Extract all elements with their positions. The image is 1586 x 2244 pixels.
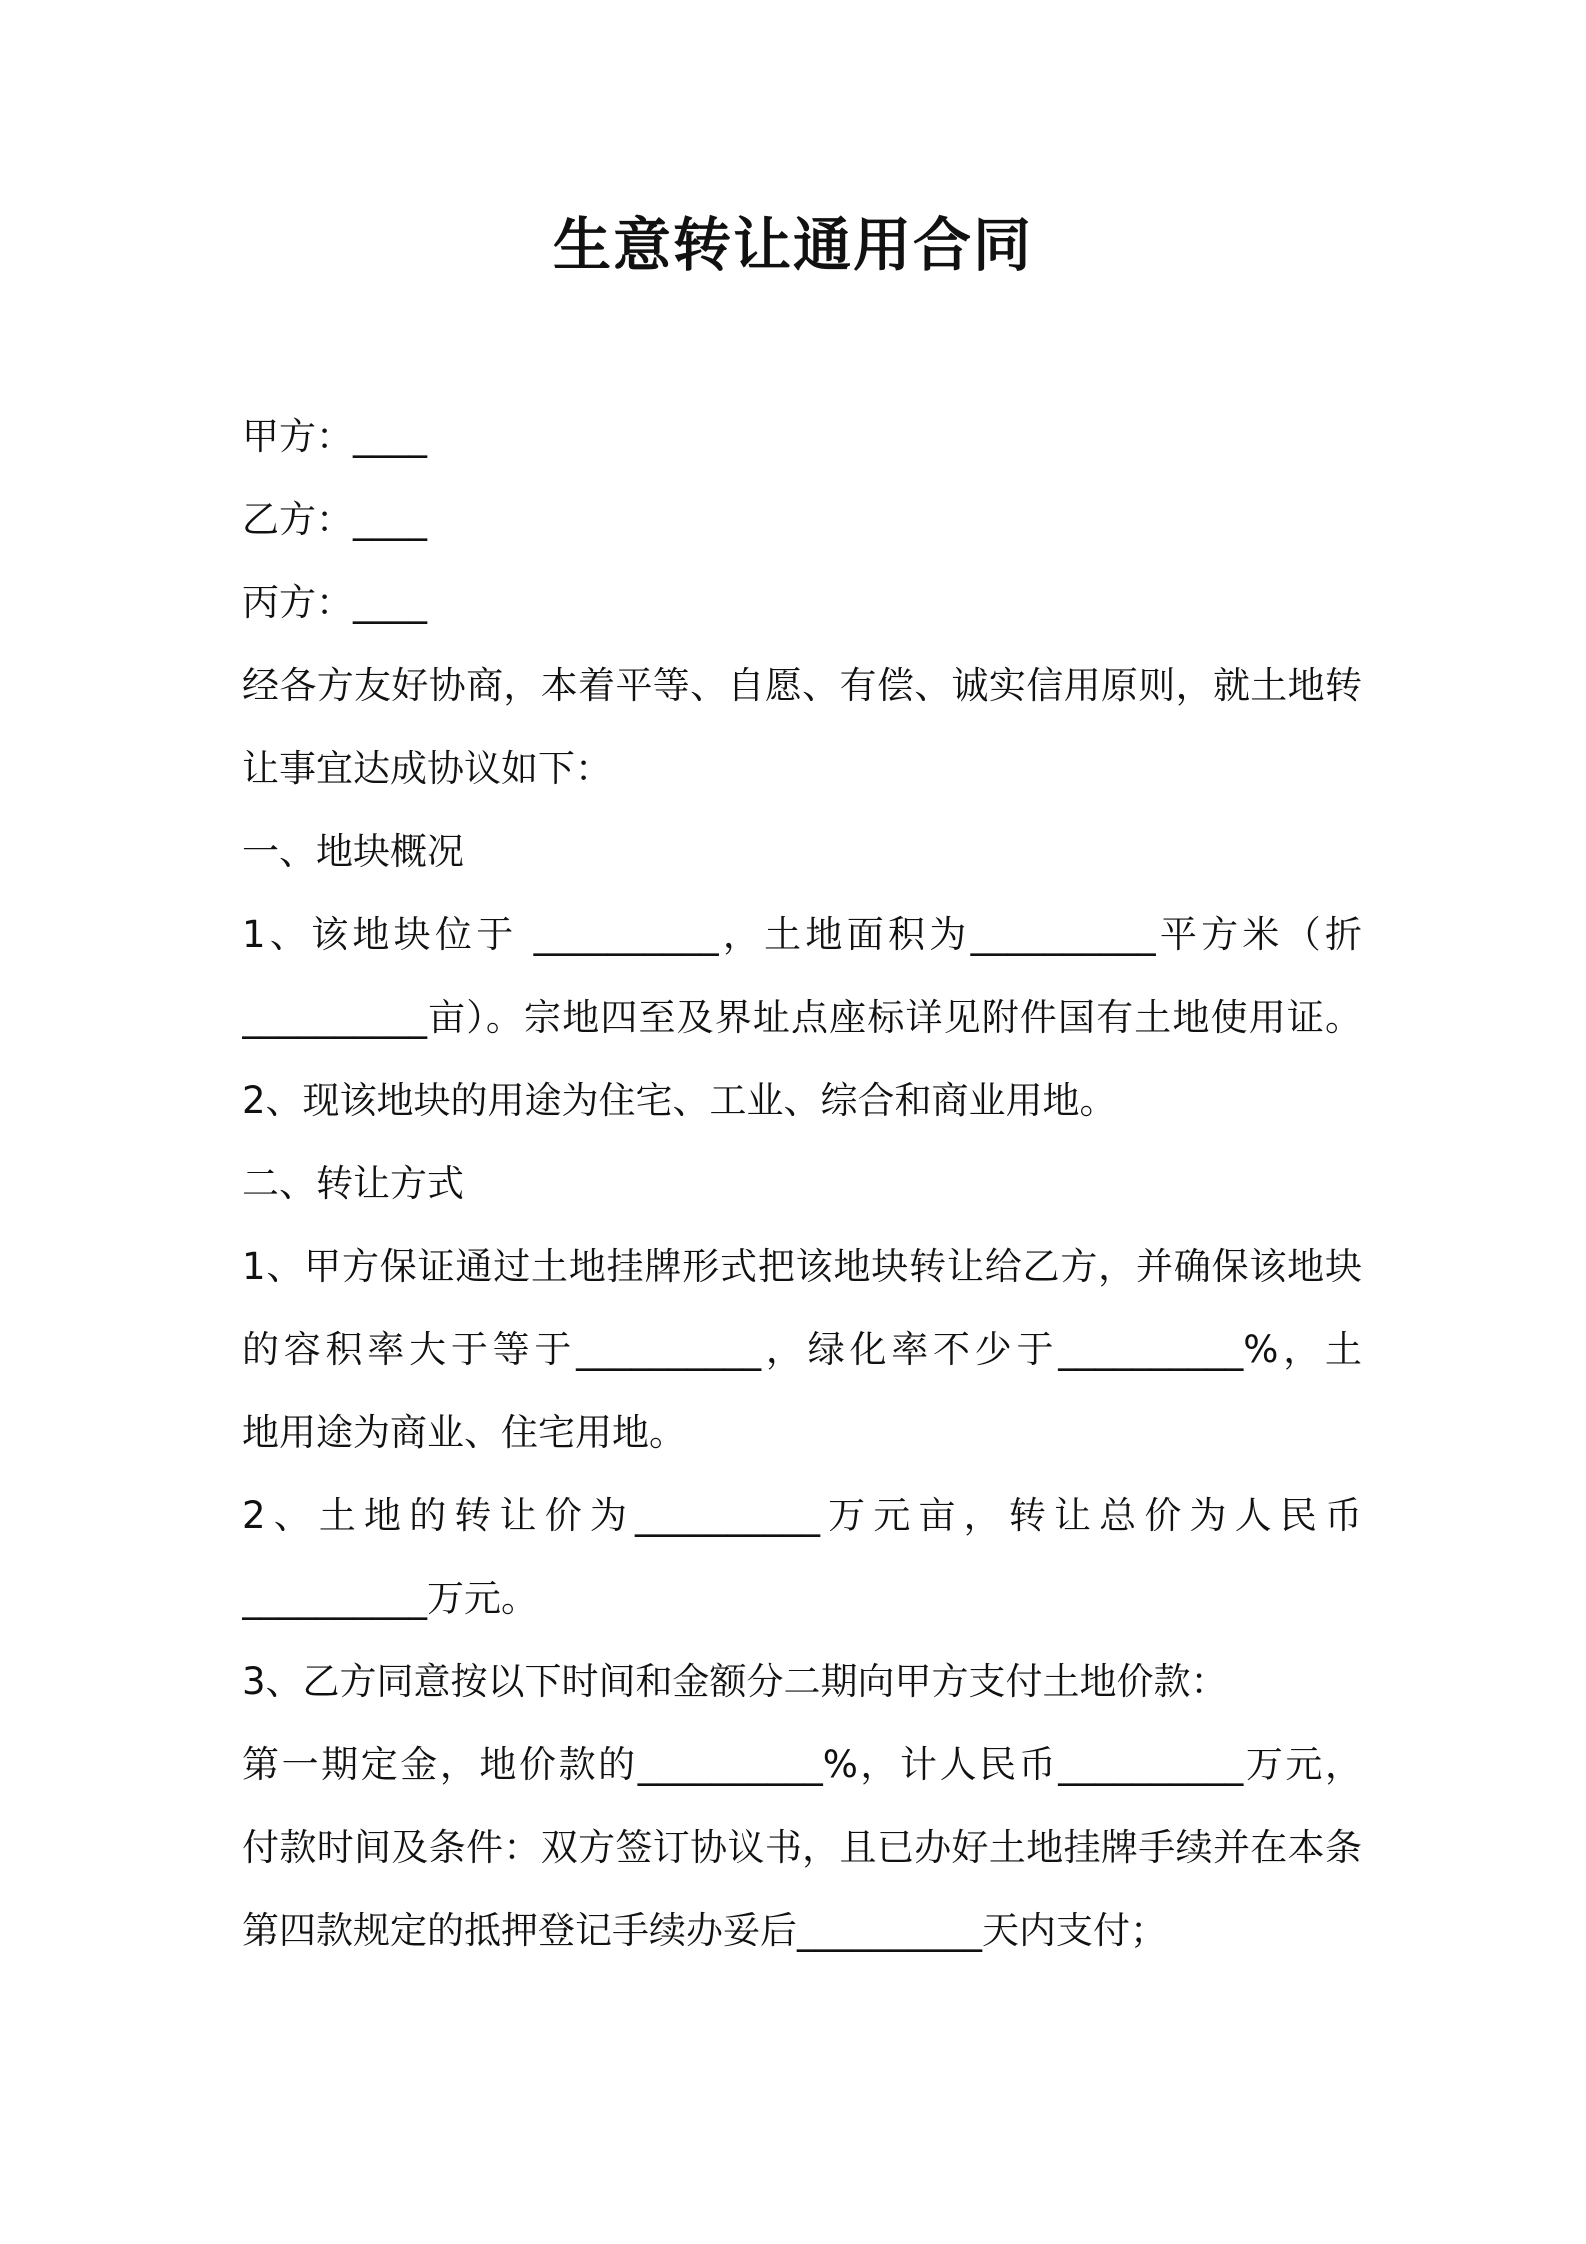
clause-2-1-line-2: 的容积率大于等于__________，绿化率不少于__________%，土 (242, 1328, 1362, 1371)
party-a-line: 甲方：____ (242, 415, 427, 458)
document-title: 生意转让通用合同 (552, 211, 1033, 279)
preamble-line-2: 让事宜达成协议如下： (242, 747, 612, 790)
document-body (242, 395, 1362, 1972)
clause-1-1-line-1: 1、该地块位于 __________，土地面积为__________平方米（折 (242, 913, 1362, 956)
clause-2-2-line-1: 2、土地的转让价为__________万元亩，转让总价为人民币 (242, 1494, 1362, 1537)
clause-2-3-line-3: 付款时间及条件：双方签订协议书，且已办好土地挂牌手续并在本条 (242, 1826, 1362, 1869)
section-heading-1: 一、地块概况 (242, 830, 464, 873)
section-heading-2: 二、转让方式 (242, 1162, 464, 1205)
clause-2-3-line-4: 第四款规定的抵押登记手续办妥后__________天内支付； (242, 1909, 1167, 1952)
clause-2-1-line-1: 1、甲方保证通过土地挂牌形式把该地块转让给乙方，并确保该地块 (242, 1245, 1362, 1288)
clause-1-1-line-2: __________亩）。宗地四至及界址点座标详见附件国有土地使用证。 (242, 996, 1362, 1039)
party-b-line: 乙方：____ (242, 498, 427, 541)
clause-2-2-line-2: __________万元。 (242, 1577, 538, 1620)
party-c-line: 丙方：____ (242, 581, 427, 624)
clause-1-2-line: 2、现该地块的用途为住宅、工业、综合和商业用地。 (242, 1079, 1117, 1122)
preamble-line-1: 经各方友好协商，本着平等、自愿、有偿、诚实信用原则，就土地转 (242, 664, 1362, 707)
clause-2-1-line-3: 地用途为商业、住宅用地。 (242, 1411, 686, 1454)
clause-2-3-line-2: 第一期定金，地价款的__________%，计人民币__________万元， (242, 1743, 1362, 1786)
clause-2-3-line-1: 3、乙方同意按以下时间和金额分二期向甲方支付土地价款： (242, 1660, 1228, 1703)
